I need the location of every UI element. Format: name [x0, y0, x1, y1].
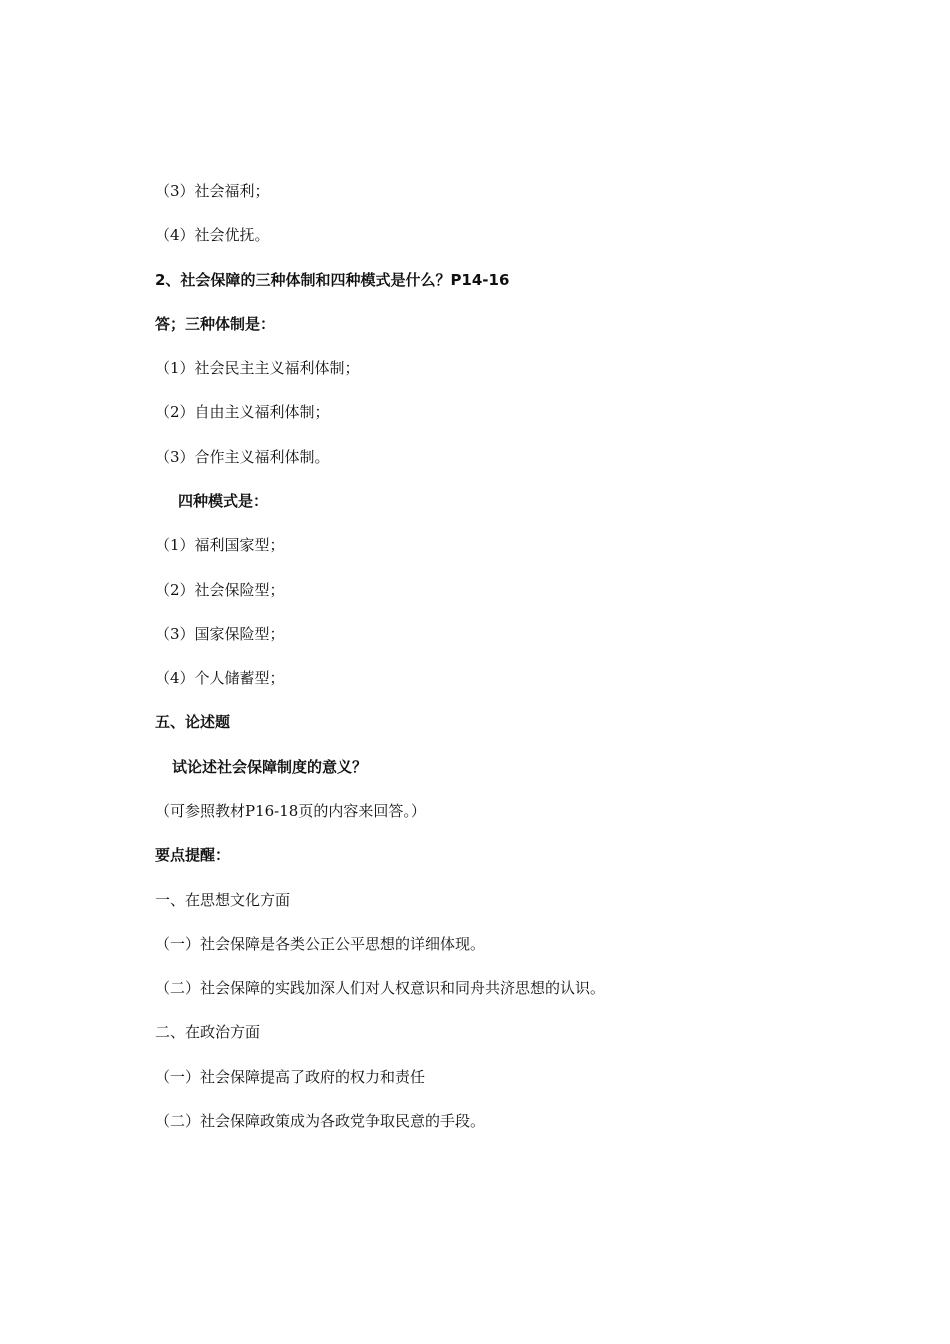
list-item-model-2: （2）社会保险型；	[155, 581, 285, 599]
point-item-culture-2: （二）社会保障的实践加深人们对人权意识和同舟共济思想的认识。	[155, 979, 606, 997]
essay-question: 试论述社会保障制度的意义？	[172, 758, 368, 776]
question-heading: 2、社会保障的三种体制和四种模式是什么？P14-16	[155, 271, 510, 289]
list-item-model-1: （1）福利国家型；	[155, 536, 285, 554]
list-item-system-3: （3）合作主义福利体制。	[155, 448, 330, 466]
list-item-social-care: （4）社会优抚。	[155, 226, 270, 244]
reference-note: （可参照教材P16-18页的内容来回答。）	[155, 802, 426, 820]
section-heading-essay: 五、论述题	[155, 713, 231, 731]
key-points-heading: 要点提醒：	[155, 846, 231, 864]
list-item-model-4: （4）个人储蓄型；	[155, 669, 285, 687]
list-item-social-welfare: （3）社会福利；	[155, 182, 270, 200]
point-heading-culture: 一、在思想文化方面	[155, 891, 291, 909]
point-item-culture-1: （一）社会保障是各类公正公平思想的详细体现。	[155, 935, 486, 953]
point-item-politics-2: （二）社会保障政策成为各政党争取民意的手段。	[155, 1112, 486, 1130]
answer-heading: 答；三种体制是：	[155, 315, 276, 333]
point-heading-politics: 二、在政治方面	[155, 1023, 261, 1041]
models-heading: 四种模式是：	[178, 492, 269, 510]
list-item-model-3: （3）国家保险型；	[155, 625, 285, 643]
point-item-politics-1: （一）社会保障提高了政府的权力和责任	[155, 1068, 426, 1086]
list-item-system-2: （2）自由主义福利体制；	[155, 403, 330, 421]
list-item-system-1: （1）社会民主主义福利体制；	[155, 359, 360, 377]
